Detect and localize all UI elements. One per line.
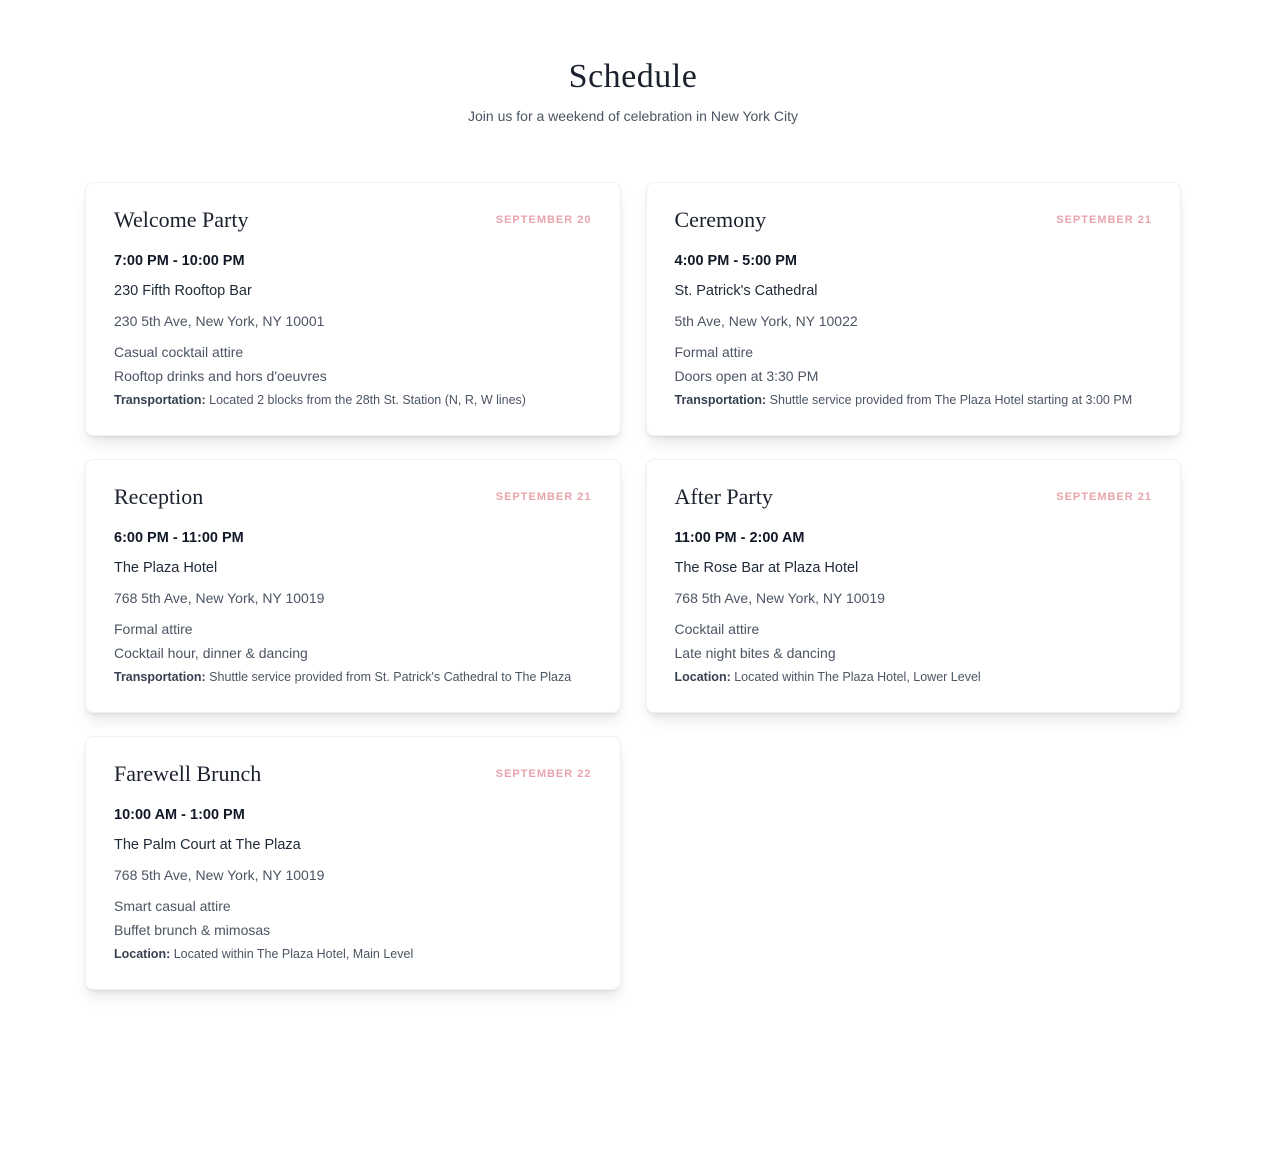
event-time: 6:00 PM - 11:00 PM [114,530,244,546]
event-card-header [114,207,592,233]
event-date-badge: SEPTEMBER 21 [1056,214,1152,226]
event-card [646,182,1182,436]
event-note-label: Location: [114,947,171,961]
event-time: 4:00 PM - 5:00 PM [674,253,797,269]
event-note [114,393,592,407]
event-address: 768 5th Ave, New York, NY 10019 [674,590,885,606]
event-time: 11:00 PM - 2:00 AM [674,530,805,546]
event-venue: The Rose Bar at Plaza Hotel [674,560,859,576]
event-note [114,947,592,961]
event-venue: The Plaza Hotel [114,560,218,576]
event-note-label: Transportation: [114,670,206,684]
event-address: 768 5th Ave, New York, NY 10019 [114,867,325,883]
event-venue: St. Patrick's Cathedral [674,283,818,299]
event-title: Farewell Brunch [114,761,262,786]
event-description: Cocktail hour, dinner & dancing [114,645,308,661]
event-description: Rooftop drinks and hors d'oeuvres [114,368,327,384]
event-venue: 230 Fifth Rooftop Bar [114,283,252,299]
event-note-text: Shuttle service provided from The Plaza Hotel starting at 3:00 PM [769,393,1133,407]
event-card [646,459,1182,713]
event-note [114,670,592,684]
event-note-label: Transportation: [674,393,767,407]
event-card-header [675,484,1153,510]
event-description: Buffet brunch & mimosas [114,922,271,938]
page-title: Schedule [568,58,698,95]
event-attire: Cocktail attire [674,621,760,637]
event-date-badge: SEPTEMBER 21 [495,491,592,503]
event-card-header [114,484,592,510]
event-note-label: Transportation: [114,393,206,407]
events-grid [85,182,1181,990]
event-card [85,736,621,990]
event-title: After Party [674,484,773,509]
event-note-text: Shuttle service provided from St. Patrick's Cathedral to The Plaza [209,670,572,684]
event-attire: Casual cocktail attire [114,344,244,360]
event-title: Ceremony [674,207,767,232]
event-time: 7:00 PM - 10:00 PM [114,253,245,269]
event-card-header [675,207,1153,233]
event-card [85,182,621,436]
event-address: 768 5th Ave, New York, NY 10019 [114,590,325,606]
event-address: 5th Ave, New York, NY 10022 [674,313,858,329]
event-note-text: Located 2 blocks from the 28th St. Station (N, R, W lines) [209,393,526,407]
event-note-text: Located within The Plaza Hotel, Main Level [173,947,414,961]
event-date-badge: SEPTEMBER 21 [1056,491,1152,503]
page-header [0,0,1266,124]
event-title: Welcome Party [114,207,249,232]
event-date-badge: SEPTEMBER 22 [495,768,592,780]
event-note [675,670,1153,684]
event-title: Reception [114,484,204,509]
event-time: 10:00 AM - 1:00 PM [114,807,245,823]
event-note [675,393,1153,407]
event-note-label: Location: [674,670,731,684]
event-attire: Formal attire [114,621,193,637]
page-subtitle: Join us for a weekend of celebration in New York City [468,108,798,124]
event-note-text: Located within The Plaza Hotel, Lower Level [734,670,981,684]
event-attire: Smart casual attire [114,898,231,914]
event-card [85,459,621,713]
event-description: Doors open at 3:30 PM [674,368,819,384]
event-attire: Formal attire [674,344,754,360]
event-card-header [114,761,592,787]
event-date-badge: SEPTEMBER 20 [495,214,592,226]
event-venue: The Palm Court at The Plaza [114,837,301,853]
event-description: Late night bites & dancing [674,645,836,661]
event-address: 230 5th Ave, New York, NY 10001 [114,313,325,329]
